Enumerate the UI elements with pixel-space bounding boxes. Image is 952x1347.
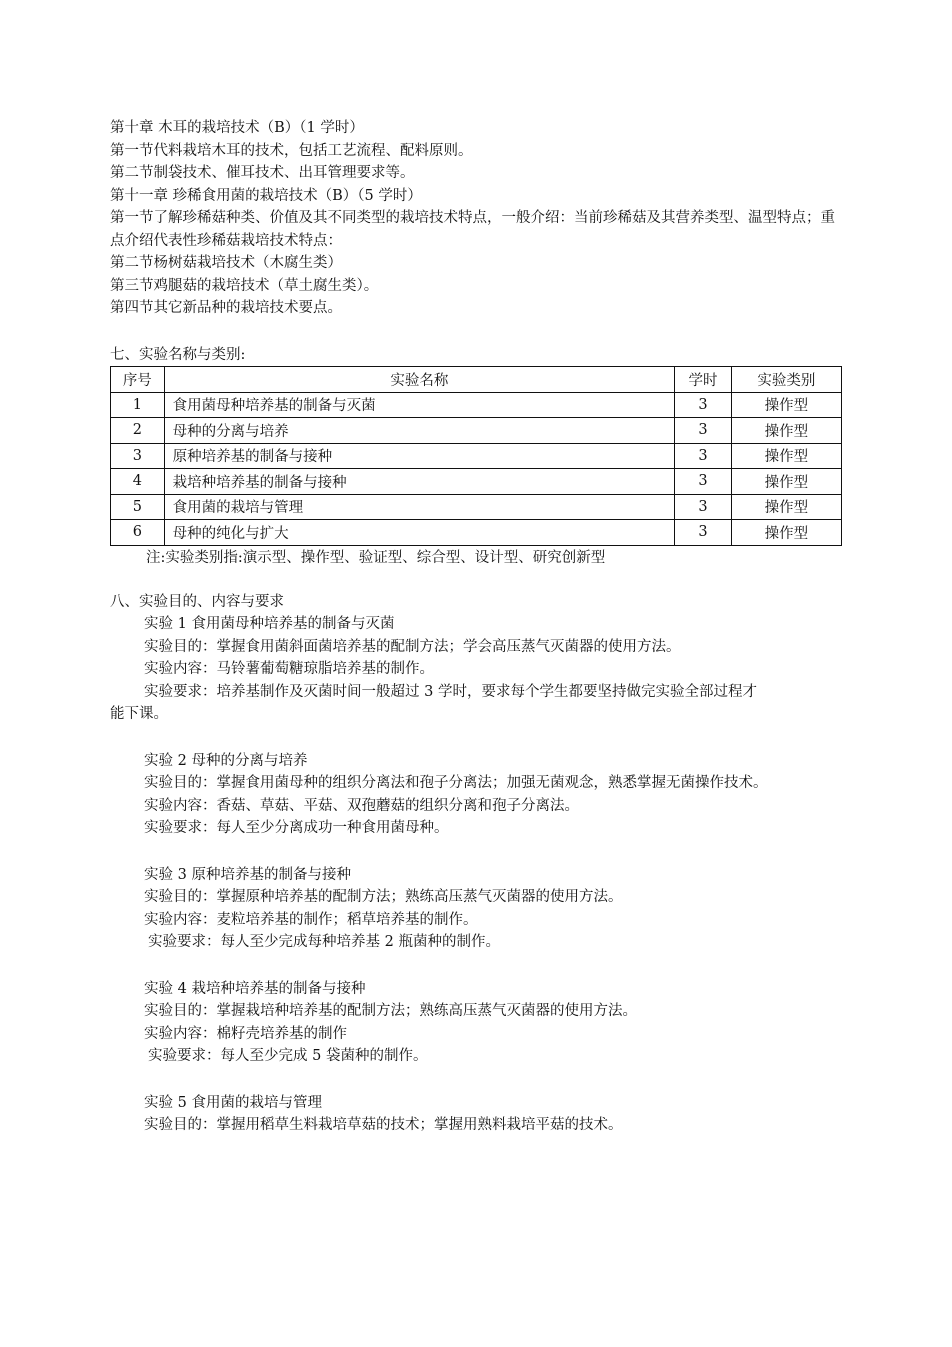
chapter-eleven-section-2: 第二节杨树菇栽培技术（木腐生类）: [110, 255, 342, 271]
row-no: 4: [111, 469, 165, 495]
header-name: 实验名称: [164, 367, 675, 393]
row-no: 2: [111, 418, 165, 444]
row-type: 操作型: [731, 418, 841, 444]
chapter-ten-section-1: 第一节代料栽培木耳的技术，包括工艺流程、配料原则。: [110, 142, 473, 159]
chapter-eleven-title: 第十一章 珍稀食用菌的栽培技术（B）（5 学时）: [110, 187, 422, 204]
exp1-title: 实验 1 食用菌母种培养基的制备与灭菌: [144, 616, 395, 632]
exp2-title: 实验 2 母种的分离与培养: [144, 752, 308, 769]
table-row: [111, 443, 842, 469]
chapter-eleven-section-1: 第一节了解珍稀菇种类、价值及其不同类型的栽培技术特点，一般介绍：当前珍稀菇及其营养类型、温型特点；重点介绍代表性珍稀菇栽培技术特点：: [110, 210, 835, 249]
row-hours: 3: [675, 418, 732, 444]
row-name: 母种的分离与培养: [164, 418, 675, 444]
row-type: 操作型: [731, 392, 841, 418]
exp4-content: 实验内容：棉籽壳培养基的制作: [144, 1025, 347, 1042]
chapter-ten-title: 第十章 木耳的栽培技术（B）（1 学时）: [110, 120, 364, 136]
chapter-eleven-section-4: 第四节其它新品种的栽培技术要点。: [110, 300, 342, 316]
exp1-purpose: 实验目的：掌握食用菌斜面菌培养基的配制方法；学会高压蒸气灭菌器的使用方法。: [144, 638, 681, 655]
row-type: 操作型: [731, 520, 841, 546]
table-row: [111, 469, 842, 495]
exp5-purpose: 实验目的：掌握用稻草生料栽培草菇的技术；掌握用熟料栽培平菇的技术。: [144, 1117, 623, 1133]
exp2-purpose: 实验目的：掌握食用菌母种的组织分离法和孢子分离法；加强无菌观念，熟悉掌握无菌操作技术。: [144, 775, 768, 791]
exp1-requirement-cont: 能下课。: [110, 706, 168, 722]
table-note: 注:实验类别指:演示型、操作型、验证型、综合型、设计型、研究创新型: [146, 549, 606, 566]
row-hours: 3: [675, 494, 732, 520]
exp3-purpose: 实验目的：掌握原种培养基的配制方法；熟练高压蒸气灭菌器的使用方法。: [144, 889, 623, 905]
section-seven-title: 七、实验名称与类别:: [110, 346, 246, 363]
row-no: 3: [111, 443, 165, 469]
section-eight-title: 八、实验目的、内容与要求: [110, 593, 284, 610]
exp2-content: 实验内容：香菇、草菇、平菇、双孢蘑菇的组织分离和孢子分离法。: [144, 797, 579, 814]
row-name: 食用菌母种培养基的制备与灭菌: [164, 392, 675, 418]
table-row: [111, 392, 842, 418]
exp4-purpose: 实验目的：掌握栽培种培养基的配制方法；熟练高压蒸气灭菌器的使用方法。: [144, 1003, 637, 1019]
row-name: 栽培种培养基的制备与接种: [164, 469, 675, 495]
header-no: 序号: [111, 367, 165, 393]
exp4-title: 实验 4 栽培种培养基的制备与接种: [144, 980, 366, 997]
header-type: 实验类别: [731, 367, 841, 393]
exp1-content: 实验内容：马铃薯葡萄糖琼脂培养基的制作。: [144, 661, 434, 677]
table-header-row: [111, 367, 842, 393]
exp3-requirement: 实验要求：每人至少完成每种培养基 2 瓶菌种的制作。: [148, 934, 500, 950]
row-name: 母种的纯化与扩大: [164, 520, 675, 546]
row-hours: 3: [675, 443, 732, 469]
exp4-requirement: 实验要求：每人至少完成 5 袋菌种的制作。: [148, 1048, 428, 1064]
row-hours: 3: [675, 520, 732, 546]
experiment-table: [110, 366, 842, 546]
table-row: [111, 494, 842, 520]
row-no: 6: [111, 520, 165, 546]
row-no: 5: [111, 494, 165, 520]
header-hours: 学时: [675, 367, 732, 393]
table-row: [111, 418, 842, 444]
row-type: 操作型: [731, 443, 841, 469]
exp5-title: 实验 5 食用菌的栽培与管理: [144, 1094, 322, 1111]
row-no: 1: [111, 392, 165, 418]
exp1-requirement: 实验要求：培养基制作及灭菌时间一般超过 3 学时，要求每个学生都要坚持做完实验全部过程才: [144, 683, 757, 700]
row-type: 操作型: [731, 469, 841, 495]
row-hours: 3: [675, 392, 732, 418]
row-hours: 3: [675, 469, 732, 495]
document-page: [110, 117, 845, 1137]
exp3-content: 实验内容：麦粒培养基的制作；稻草培养基的制作。: [144, 911, 478, 928]
chapter-eleven-section-3: 第三节鸡腿菇的栽培技术（草土腐生类）。: [110, 277, 379, 294]
row-name: 原种培养基的制备与接种: [164, 443, 675, 469]
exp2-requirement: 实验要求：每人至少分离成功一种食用菌母种。: [144, 820, 449, 836]
exp3-title: 实验 3 原种培养基的制备与接种: [144, 866, 351, 883]
row-name: 食用菌的栽培与管理: [164, 494, 675, 520]
table-row: [111, 520, 842, 546]
row-type: 操作型: [731, 494, 841, 520]
chapter-ten-section-2: 第二节制袋技术、催耳技术、出耳管理要求等。: [110, 165, 415, 181]
